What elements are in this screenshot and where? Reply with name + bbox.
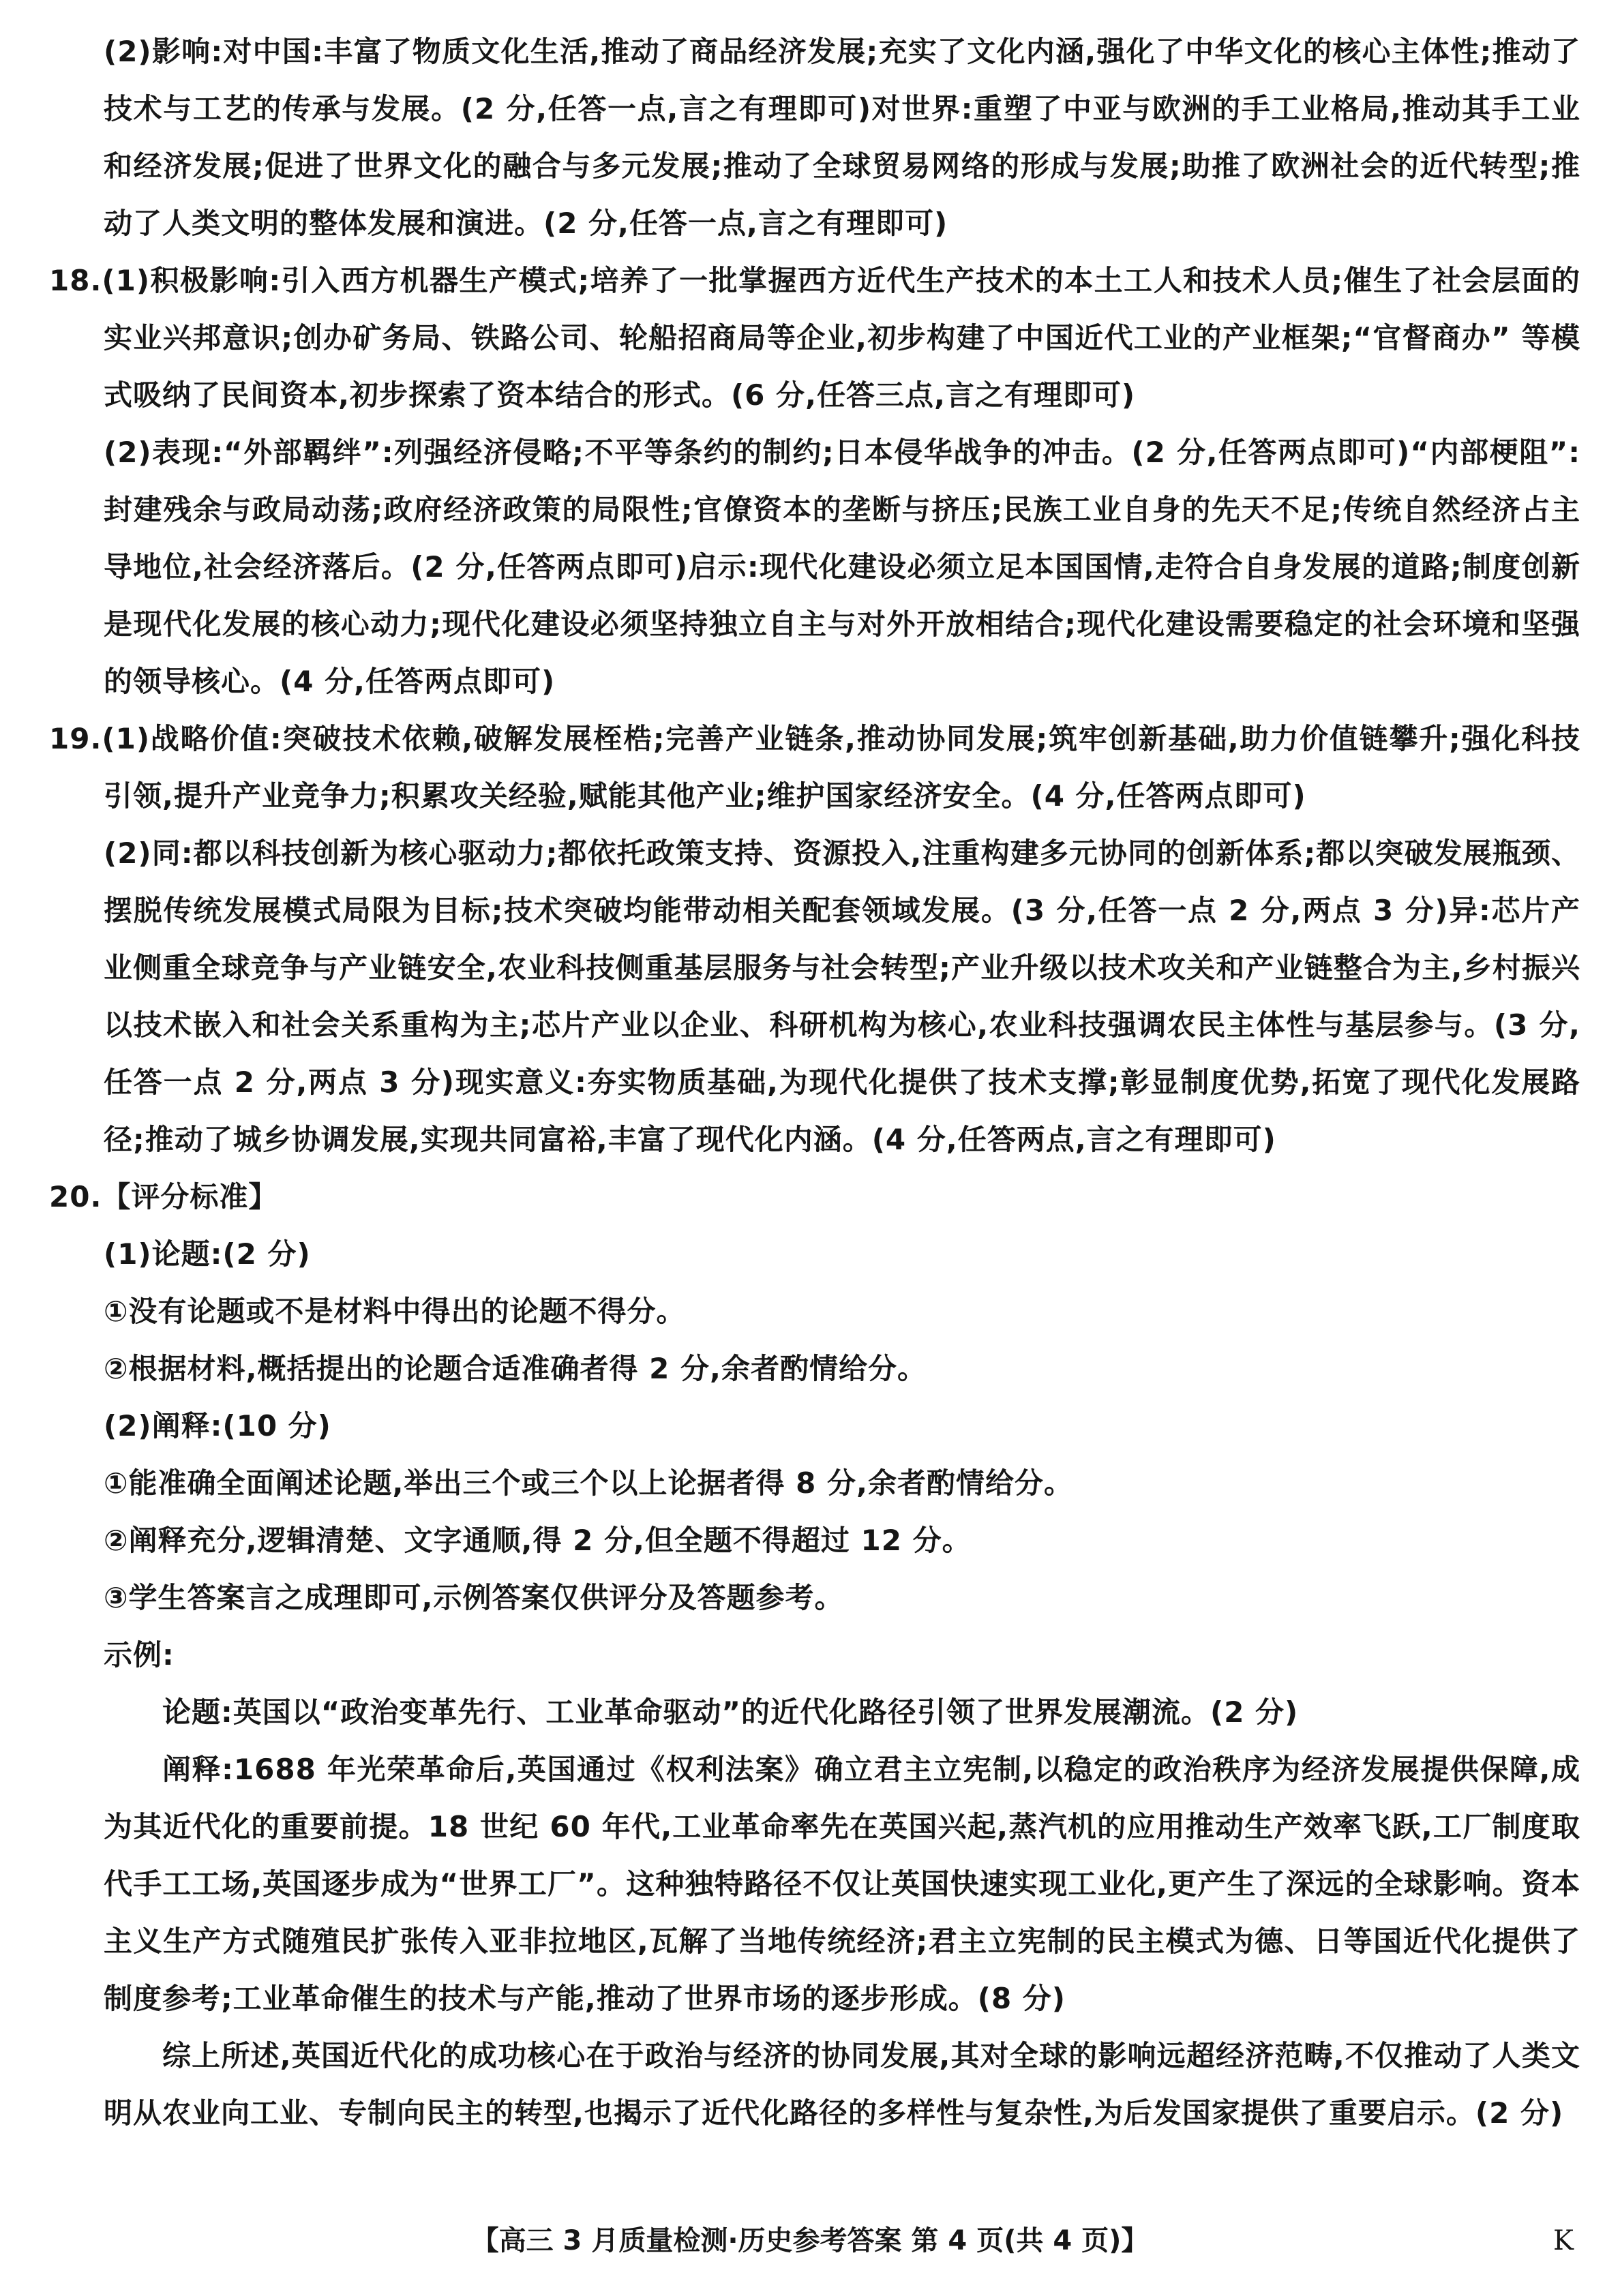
rubric-item-3: ①能准确全面阐述论题,举出三个或三个以上论据者得 8 分,余者酌情给分。	[104, 1466, 1073, 1500]
footer-title-page-number: 【高三 3 月质量检测·历史参考答案 第 4 页(共 4 页)】	[471, 2225, 1149, 2256]
example-conclusion: 综上所述,英国近代化的成功核心在于政治与经济的协同发展,其对全球的影响远超经济范畴,不仅推动了人类文明从农业向工业、专制向民主的转型,也揭示了近代化路径的多样性与复杂性,为后发国家提供了重要启示。(2 分)	[104, 2039, 1580, 2130]
rubric-item-5: ③学生答案言之成理即可,示例答案仅供评分及答题参考。	[104, 1581, 844, 1614]
footer-corner-mark: K	[1553, 2225, 1574, 2256]
rubric-item-thesis-points: (1)论题:(2 分)	[104, 1237, 311, 1271]
rubric-item-4: ②阐释充分,逻辑清楚、文字通顺,得 2 分,但全题不得超过 12 分。	[104, 1524, 972, 1557]
answer-18-part2: (2)表现:“外部羁绊”:列强经济侵略;不平等条约的制约;日本侵华战争的冲击。(2 分,任答两点即可)“内部梗阻”:封建残余与政局动荡;政府经济政策的局限性;官僚资本的垄断与挤压;民族工业自身的先天不足;传统自然经济占主导地位,社会经济落后。(2 分,任答两点即可)启示:现代化建设必须立足本国国情,走符合自身发展的道路;制度创新是现代化发展的核心动力;现代化建设必须坚持独立自主与对外开放相结合;现代化建设需要稳定的社会环境和坚强的领导核心。(4 分,任答两点即可)	[104, 436, 1580, 698]
page-footer	[0, 2217, 1620, 2265]
rubric-item-explanation-points: (2)阐释:(10 分)	[104, 1409, 331, 1442]
rubric-item-1: ①没有论题或不是材料中得出的论题不得分。	[104, 1295, 686, 1328]
answer-19-part1: 19.(1)战略价值:突破技术依赖,破解发展桎梏;完善产业链条,推动协同发展;筑牢创新基础,助力价值链攀升;强化科技引领,提升产业竞争力;积累攻关经验,赋能其他产业;维护国家经济安全。(4 分,任答两点即可)	[49, 722, 1580, 813]
answer-18-part1: 18.(1)积极影响:引入西方机器生产模式;培养了一批掌握西方近代生产技术的本土工人和技术人员;催生了社会层面的实业兴邦意识;创办矿务局、铁路公司、轮船招商局等企业,初步构建了中国近代工业的产业框架;“官督商办” 等模式吸纳了民间资本,初步探索了资本结合的形式。(6 分,任答三点,言之有理即可)	[49, 264, 1580, 412]
rubric-example-label: 示例:	[104, 1638, 175, 1672]
answers-content	[49, 23, 1580, 2142]
answer-17-part2: (2)影响:对中国:丰富了物质文化生活,推动了商品经济发展;充实了文化内涵,强化了中华文化的核心主体性;推动了技术与工艺的传承与发展。(2 分,任答一点,言之有理即可)对世界:重塑了中亚与欧洲的手工业格局,推动其手工业和经济发展;促进了世界文化的融合与多元发展;推动了全球贸易网络的形成与发展;助推了欧洲社会的近代转型;推动了人类文明的整体发展和演进。(2 分,任答一点,言之有理即可)	[104, 35, 1580, 240]
answer-19-part2: (2)同:都以科技创新为核心驱动力;都依托政策支持、资源投入,注重构建多元协同的创新体系;都以突破发展瓶颈、摆脱传统发展模式局限为目标;技术突破均能带动相关配套领域发展。(3 分,任答一点 2 分,两点 3 分)异:芯片产业侧重全球竞争与产业链安全,农业科技侧重基层服务与社会转型;产业升级以技术攻关和产业链整合为主,乡村振兴以技术嵌入和社会关系重构为主;芯片产业以企业、科研机构为核心,农业科技强调农民主体性与基层参与。(3 分,任答一点 2 分,两点 3 分)现实意义:夯实物质基础,为现代化提供了技术支撑;彰显制度优势,拓宽了现代化发展路径;推动了城乡协调发展,实现共同富裕,丰富了现代化内涵。(4 分,任答两点,言之有理即可)	[104, 836, 1580, 1156]
example-explanation: 阐释:1688 年光荣革命后,英国通过《权利法案》确立君主立宪制,以稳定的政治秩序为经济发展提供保障,成为其近代化的重要前提。18 世纪 60 年代,工业革命率先在英国兴起,蒸汽机的应用推动生产效率飞跃,工厂制度取代手工工场,英国逐步成为“世界工厂”。这种独特路径不仅让英国快速实现工业化,更产生了深远的全球影响。资本主义生产方式随殖民扩张传入亚非拉地区,瓦解了当地传统经济;君主立宪制的民主模式为德、日等国近代化提供了制度参考;工业革命催生的技术与产能,推动了世界市场的逐步形成。(8 分)	[104, 1753, 1580, 2015]
answer-20-heading: 20.【评分标准】	[49, 1180, 278, 1213]
rubric-item-2: ②根据材料,概括提出的论题合适准确者得 2 分,余者酌情给分。	[104, 1352, 927, 1385]
example-thesis: 论题:英国以“政治变革先行、工业革命驱动”的近代化路径引领了世界发展潮流。(2 分)	[162, 1695, 1299, 1729]
